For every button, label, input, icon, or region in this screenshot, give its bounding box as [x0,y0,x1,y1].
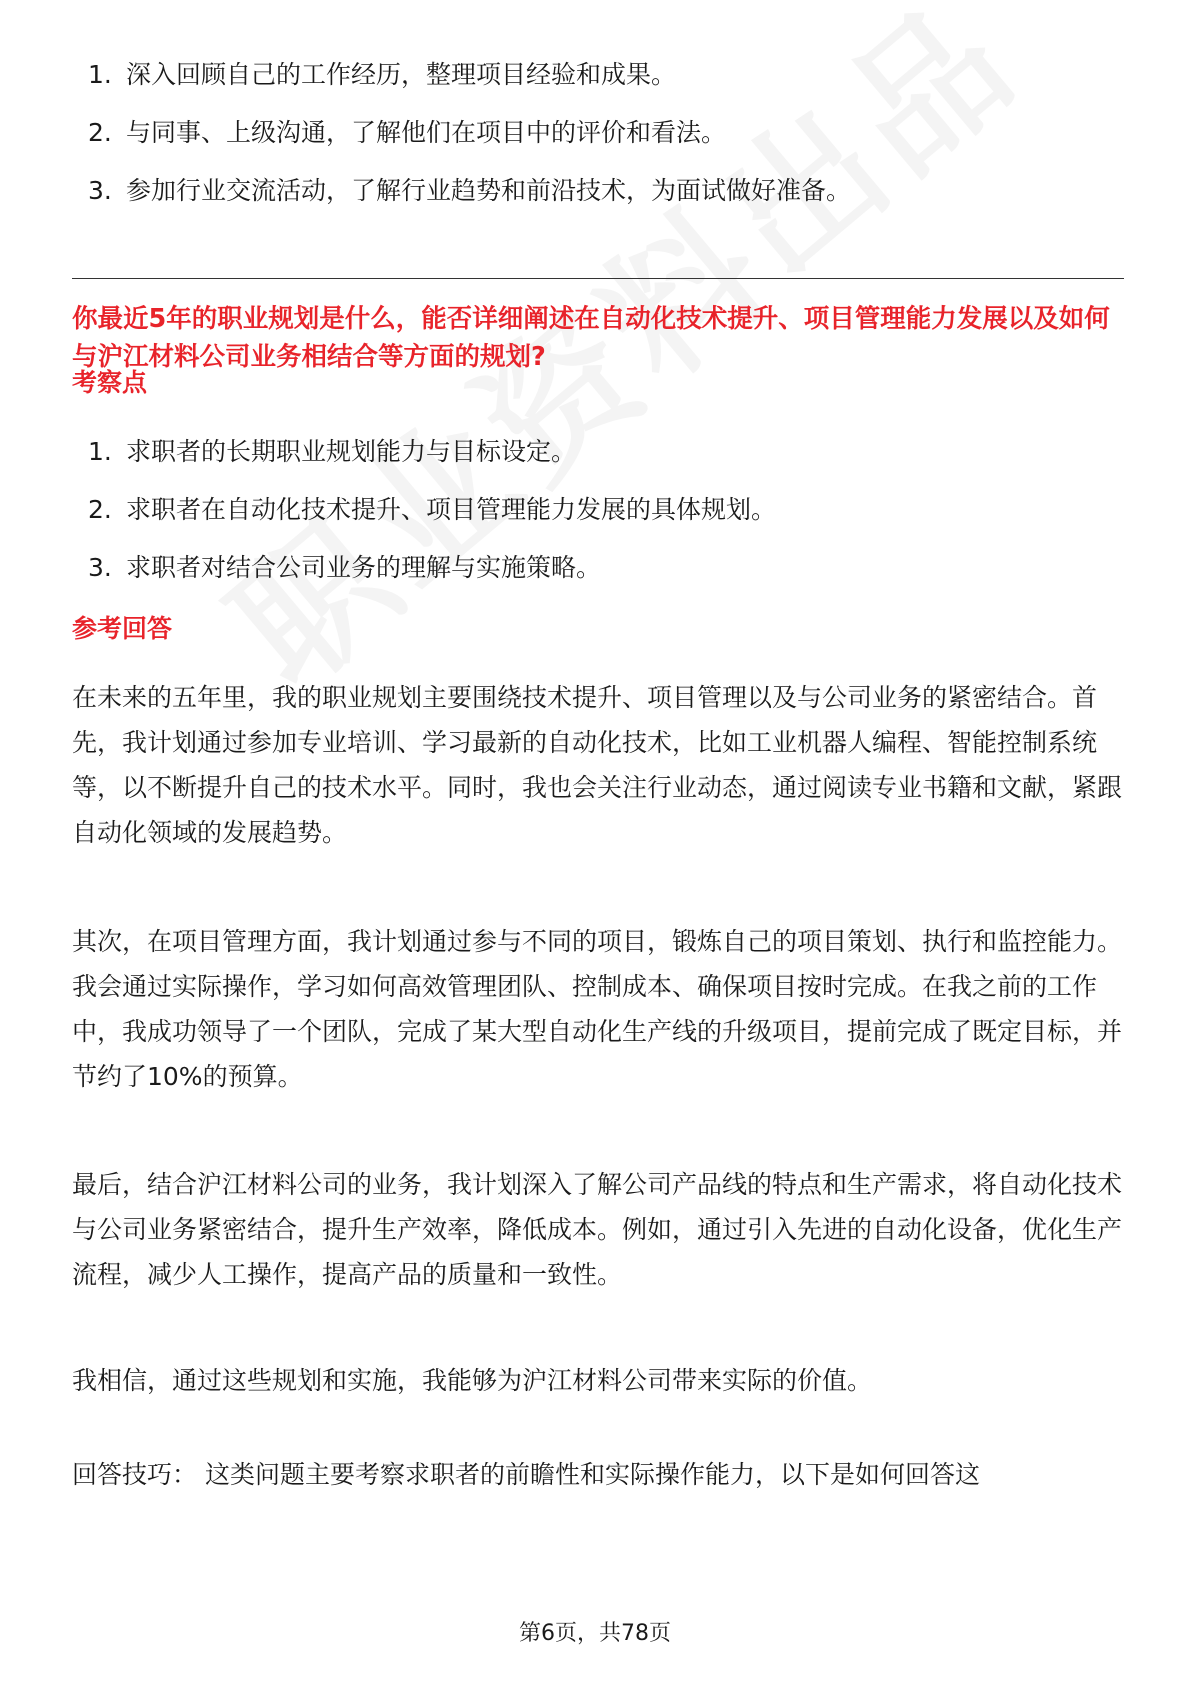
section-divider [72,278,1124,279]
exam-points-list [88,437,1118,611]
interview-question: 你最近5年的职业规划是什么，能否详细阐述在自动化技术提升、项目管理能力发展以及如何与沪江材料公司业务相结合等方面的规划? [72,304,1110,372]
list-item: 3. 参加行业交流活动，了解行业趋势和前沿技术，为面试做好准备。 [88,176,852,205]
answer-heading: 参考回答 [72,614,173,643]
list-item: 1. 求职者的长期职业规划能力与目标设定。 [88,437,577,466]
list-item: 3. 求职者对结合公司业务的理解与实施策略。 [88,553,602,582]
prep-list [88,60,1118,234]
answer-paragraph: 最后，结合沪江材料公司的业务，我计划深入了解公司产品线的特点和生产需求，将自动化技术与公司业务紧密结合，提升生产效率，降低成本。例如，通过引入先进的自动化设备，优化生产流程，减少人工操作，提高产品的质量和一致性。 [72,1170,1123,1289]
list-item: 2. 与同事、上级沟通，了解他们在项目中的评价和看法。 [88,118,727,147]
exam-points-heading: 考察点 [72,368,148,397]
page-number: 第6页，共78页 [519,1621,671,1646]
list-item: 1. 深入回顾自己的工作经历，整理项目经验和成果。 [88,60,677,89]
answer-paragraph: 我相信，通过这些规划和实施，我能够为沪江材料公司带来实际的价值。 [72,1366,873,1395]
list-item: 2. 求职者在自动化技术提升、项目管理能力发展的具体规划。 [88,495,777,524]
answer-paragraph: 在未来的五年里，我的职业规划主要围绕技术提升、项目管理以及与公司业务的紧密结合。首先，我计划通过参加专业培训、学习最新的自动化技术，比如工业机器人编程、智能控制系统等，以不断提升自己的技术水平。同时，我也会关注行业动态，通过阅读专业书籍和文献，紧跟自动化领域的发展趋势。 [72,683,1123,847]
answer-tips: 回答技巧： 这类问题主要考察求职者的前瞻性和实际操作能力，以下是如何回答这 [72,1460,980,1489]
answer-paragraph: 其次，在项目管理方面，我计划通过参与不同的项目，锻炼自己的项目策划、执行和监控能力。我会通过实际操作，学习如何高效管理团队、控制成本、确保项目按时完成。在我之前的工作中，我成功领导了一个团队，完成了某大型自动化生产线的升级项目，提前完成了既定目标，并节约了10%的预算。 [72,927,1123,1091]
